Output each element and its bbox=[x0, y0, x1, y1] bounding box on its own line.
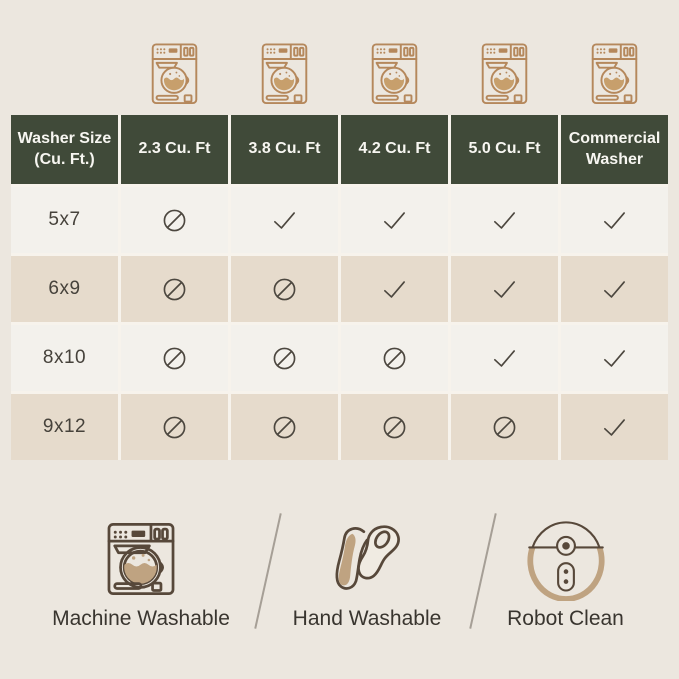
not-compatible-cell bbox=[121, 394, 228, 460]
compatible-cell bbox=[561, 256, 668, 322]
compatible-cell bbox=[561, 187, 668, 253]
column-header bbox=[11, 115, 118, 184]
robot-vacuum-icon bbox=[524, 517, 608, 601]
not-compatible-cell bbox=[231, 256, 338, 322]
rug-size-label: 8x10 bbox=[42, 347, 87, 368]
not-suitable-icon bbox=[267, 341, 302, 376]
column-header bbox=[561, 115, 668, 184]
column-header-label: 5.0 Cu. Ft bbox=[468, 140, 541, 158]
legend-icon-wrap bbox=[99, 516, 183, 602]
column-header-label: Commercial Washer bbox=[568, 129, 661, 168]
washer-icon-cell bbox=[231, 42, 338, 105]
not-suitable-icon bbox=[377, 410, 412, 445]
legend-item bbox=[0, 516, 282, 631]
checkmark-icon bbox=[487, 341, 522, 376]
spacer bbox=[11, 42, 118, 105]
not-compatible-cell bbox=[451, 394, 558, 460]
compatible-cell bbox=[561, 325, 668, 391]
care-options-legend bbox=[0, 516, 679, 631]
legend-item bbox=[282, 516, 452, 631]
not-compatible-cell bbox=[121, 187, 228, 253]
not-suitable-icon bbox=[267, 272, 302, 307]
checkmark-icon bbox=[487, 203, 522, 238]
washer-icon bbox=[481, 43, 528, 105]
row-label bbox=[11, 325, 118, 391]
compatible-cell bbox=[561, 394, 668, 460]
rug-size-label: 6x9 bbox=[48, 278, 81, 299]
column-header-label: 4.2 Cu. Ft bbox=[358, 140, 431, 158]
compatible-cell bbox=[231, 187, 338, 253]
hand-wash-icon bbox=[324, 517, 410, 601]
rug-size-label: 5x7 bbox=[48, 209, 81, 230]
not-compatible-cell bbox=[341, 325, 448, 391]
column-header-label: 3.8 Cu. Ft bbox=[248, 140, 321, 158]
column-header-label: 2.3 Cu. Ft bbox=[138, 140, 211, 158]
row-label bbox=[11, 187, 118, 253]
checkmark-icon bbox=[597, 272, 632, 307]
column-header-label: Washer Size (Cu. Ft.) bbox=[17, 129, 112, 168]
checkmark-icon bbox=[377, 272, 412, 307]
compatible-cell bbox=[451, 325, 558, 391]
washer-icon-cell bbox=[341, 42, 448, 105]
not-suitable-icon bbox=[487, 410, 522, 445]
checkmark-icon bbox=[597, 203, 632, 238]
washer-icon-cell bbox=[561, 42, 668, 105]
compatible-cell bbox=[451, 187, 558, 253]
legend-label: Hand Washable bbox=[292, 607, 442, 630]
legend-label: Machine Washable bbox=[52, 607, 230, 630]
legend-icon-wrap bbox=[324, 516, 410, 602]
column-header bbox=[121, 115, 228, 184]
washer-icon bbox=[591, 43, 638, 105]
row-label bbox=[11, 256, 118, 322]
washer-size-compatibility-table bbox=[11, 115, 668, 460]
not-compatible-cell bbox=[231, 325, 338, 391]
not-suitable-icon bbox=[157, 203, 192, 238]
checkmark-icon bbox=[597, 341, 632, 376]
washer-icon bbox=[151, 43, 198, 105]
legend-label: Robot Clean bbox=[507, 607, 624, 630]
not-suitable-icon bbox=[157, 341, 192, 376]
rug-size-label: 9x12 bbox=[42, 416, 87, 437]
column-header bbox=[451, 115, 558, 184]
column-header bbox=[341, 115, 448, 184]
legend-icon-wrap bbox=[524, 516, 608, 602]
washing-machine-icon bbox=[99, 517, 183, 601]
not-suitable-icon bbox=[157, 410, 192, 445]
compatible-cell bbox=[341, 256, 448, 322]
washer-icon-cell bbox=[451, 42, 558, 105]
not-suitable-icon bbox=[267, 410, 302, 445]
not-compatible-cell bbox=[121, 256, 228, 322]
checkmark-icon bbox=[377, 203, 412, 238]
washer-icons-row bbox=[11, 42, 668, 105]
washer-icon bbox=[371, 43, 418, 105]
not-compatible-cell bbox=[341, 394, 448, 460]
row-label bbox=[11, 394, 118, 460]
not-compatible-cell bbox=[121, 325, 228, 391]
compatible-cell bbox=[341, 187, 448, 253]
legend-item bbox=[452, 516, 679, 631]
not-suitable-icon bbox=[157, 272, 192, 307]
checkmark-icon bbox=[597, 410, 632, 445]
checkmark-icon bbox=[267, 203, 302, 238]
washer-icon bbox=[261, 43, 308, 105]
washer-icon-cell bbox=[121, 42, 228, 105]
checkmark-icon bbox=[487, 272, 522, 307]
column-header bbox=[231, 115, 338, 184]
not-compatible-cell bbox=[231, 394, 338, 460]
not-suitable-icon bbox=[377, 341, 412, 376]
compatible-cell bbox=[451, 256, 558, 322]
